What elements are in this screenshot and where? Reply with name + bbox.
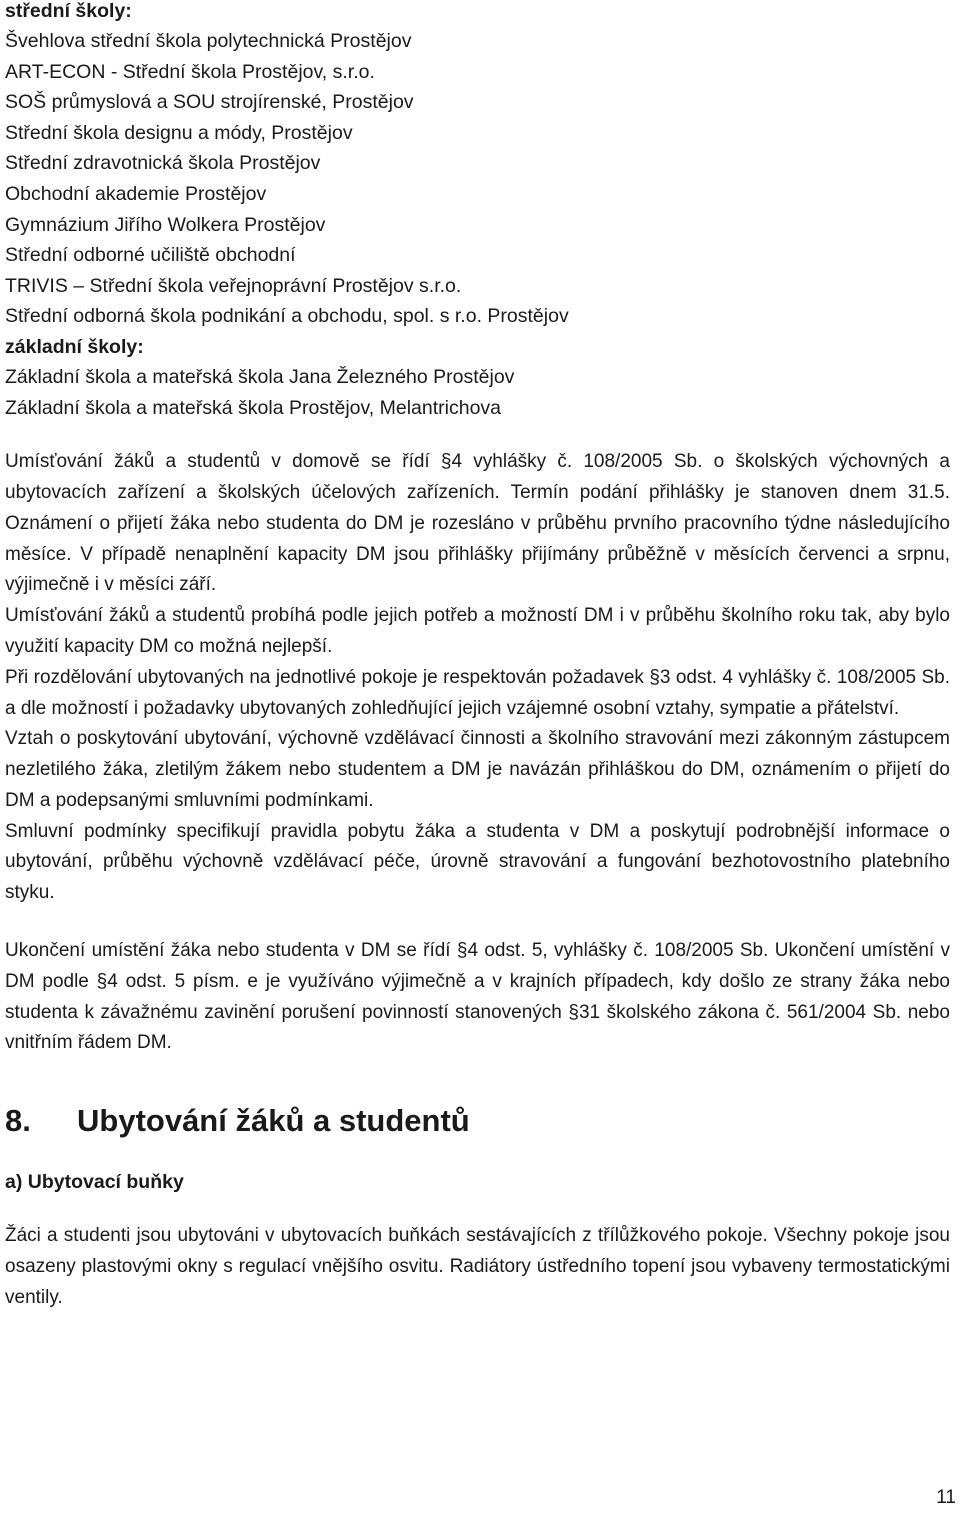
secondary-schools-list [5, 26, 950, 332]
list-item: Střední zdravotnická škola Prostějov [5, 152, 321, 175]
paragraph: Umísťování žáků a studentů probíhá podle jejich potřeb a možností DM i v průběhu školního roku tak, aby bylo využití kapacity DM co možná nejlepší. [5, 605, 950, 657]
section-title: Ubytování žáků a studentů [77, 1103, 470, 1139]
list-item: Základní škola a mateřská škola Prostějov, Melantrichova [5, 396, 502, 419]
list-item: Střední odborná škola podnikání a obchodu, spol. s r.o. Prostějov [5, 305, 569, 328]
page-number: 11 [936, 1487, 956, 1508]
list-item: Gymnázium Jiřího Wolkera Prostějov [5, 213, 326, 236]
termination-paragraphs [5, 936, 950, 1059]
list-item: SOŠ průmyslová a SOU strojírenské, Prostějov [5, 91, 414, 114]
subsection-paragraph: Žáci a studenti jsou ubytováni v ubytovacích buňkách sestávajících z třílůžkového pokoje. Všechny pokoje jsou osazeny plastovými okny s regulací vnějšího osvitu. Radiátory ústředního topení jsou vybaveny termostatickými ventily. [5, 1225, 950, 1308]
section-number: 8. [5, 1103, 31, 1139]
list-item: Základní škola a mateřská škola Jana Železného Prostějov [5, 365, 515, 388]
primary-schools-heading: základní školy: [5, 335, 144, 358]
list-item: TRIVIS – Střední škola veřejnoprávní Prostějov s.r.o. [5, 274, 462, 297]
spacer [5, 909, 950, 936]
list-item: Střední škola designu a módy, Prostějov [5, 121, 353, 144]
paragraph: Umísťování žáků a studentů v domově se řídí §4 vyhlášky č. 108/2005 Sb. o školských výchovných a ubytovacích zařízení a školských účelových zařízeních. Termín podání přihlášky je stanoven dnem 31.5. Oznámení o přijetí žáka nebo studenta do DM je rozesláno v průběhu prvního pracovního týdne následujícího měsíce. V případě nenaplnění kapacity DM jsou přihlášky přijímány průběžně v měsících červenci a srpnu, výjimečně i v měsíci září. [5, 451, 950, 596]
paragraph: Při rozdělování ubytovaných na jednotlivé pokoje je respektován požadavek §3 odst. 4 vyhlášky č. 108/2005 Sb. a dle možností i požadavky ubytovaných zohledňující jejich vzájemné osobní vztahy, sympatie a přátelství. [5, 666, 950, 719]
list-item: Střední odborné učiliště obchodní [5, 244, 296, 267]
list-item: Švehlova střední škola polytechnická Prostějov [5, 30, 412, 52]
spacer [5, 423, 950, 447]
document-page [5, 0, 950, 1314]
paragraph: Smluvní podmínky specifikují pravidla pobytu žáka a studenta v DM a poskytují podrobnější informace o ubytování, průběhu výchovně vzdělávací péče, úrovně stravování a fungování bezhotovostního platebního styku. [5, 820, 950, 904]
section-heading [5, 1101, 950, 1141]
paragraph: Vztah o poskytování ubytování, výchovně vzdělávací činnosti a školního stravování mezi zákonným zástupcem nezletilého žáka, zletilým žákem nebo studentem a DM je navázán přihláškou do DM, oznámením o přijetí do DM a podepsanými smluvními podmínkami. [5, 728, 950, 811]
subsection-heading: a) Ubytovací buňky [5, 1171, 184, 1194]
primary-schools-list [5, 362, 950, 423]
paragraph: Ukončení umístění žáka nebo studenta v DM se řídí §4 odst. 5, vyhlášky č. 108/2005 Sb. Ukončení umístění v DM podle §4 odst. 5 písm. e je využíváno výjimečně a v krajních případech, kdy došlo ze strany žáka nebo studenta k závažnému zavinění porušení povinností stanovených §31 školského zákona č. 561/2004 Sb. nebo vnitřním řádem DM. [5, 940, 950, 1054]
admission-paragraphs [5, 447, 950, 909]
spacer [5, 1197, 950, 1221]
list-item: Obchodní akademie Prostějov [5, 182, 267, 205]
list-item: ART-ECON - Střední škola Prostějov, s.r.o. [5, 60, 375, 83]
secondary-schools-heading: střední školy: [5, 0, 132, 22]
